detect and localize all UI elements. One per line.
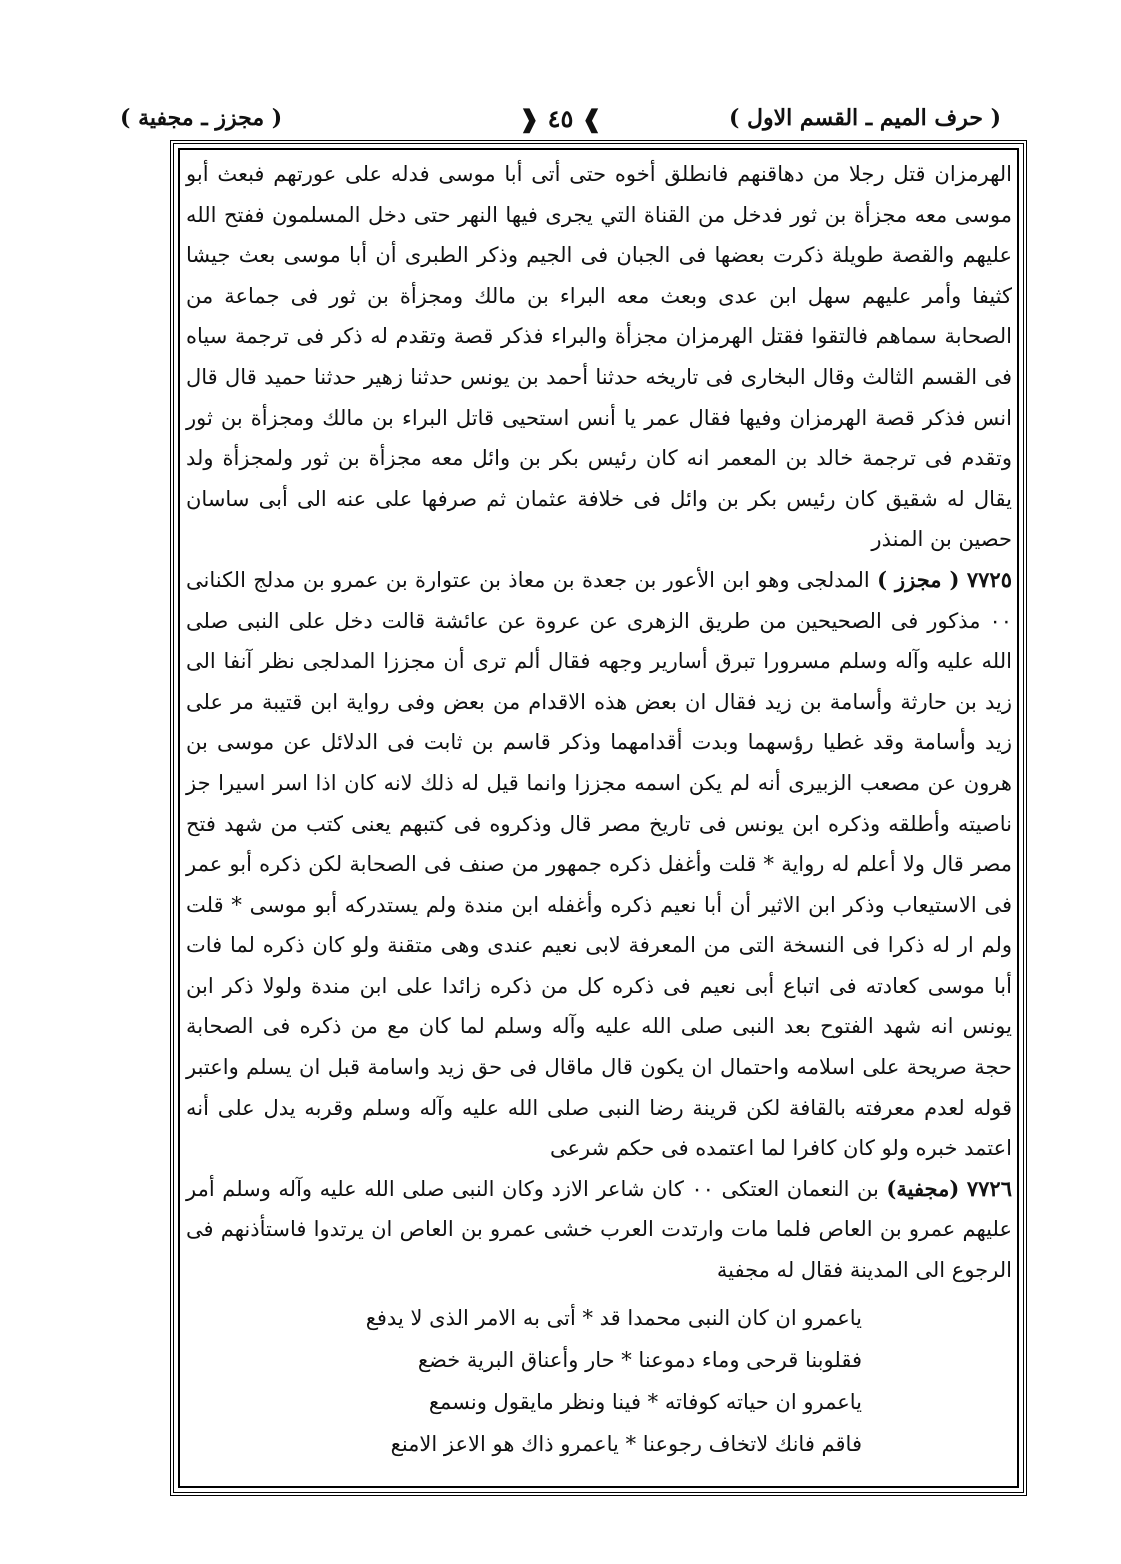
entry-7725: [186, 560, 1012, 1169]
chapter-title: ( حرف الميم ـ القسم الاول ): [728, 105, 1001, 131]
continuation-paragraph: الهرمزان قتل رجلا من دهاقنهم فانطلق أخوه حتى أتى أبا موسى فدله على عورتهم فبعث أبو موسى معه مجزأة بن ثور فدخل من القناة التي يجرى فيها النهر حتى دخل المسلمون ففتح الله عليهم والقصة طويلة ذكرت بعضها فى الجبان فى الجيم وذكر الطبرى أن أبا موسى بعث جيشا كثيفا وأمر عليهم سهل ابن عدى وبعث معه البراء بن مالك ومجزأة بن ثور فى جماعة من الصحابة سماهم فالتقوا فقتل الهرمزان مجزأة والبراء فذكر قصة وتقدم له ذكر فى ترجمة سياه فى القسم الثالث وقال البخارى فى تاريخه حدثنا أحمد بن يونس حدثنا زهير حدثنا حميد قال قال انس فذكر قصة الهرمزان وفيها فقال عمر يا أنس استحيى قاتل البراء بن مالك ومجزأة بن ثور وتقدم فى ترجمة خالد بن المعمر انه كان رئيس بكر بن وائل معه مجزأة بن ثور ولمجزأة ولد يقال له شقيق كان رئيس بكر بن وائل فى خلافة عثمان ثم صرفها على عنه الى أبى ساسان حصين بن المنذر: [186, 162, 1012, 552]
page-header: [120, 98, 1001, 138]
entry-name: (مجفية): [886, 1175, 960, 1201]
ornament-left: ❰: [519, 103, 540, 133]
poem-verse: ياعمرو ان كان النبى محمدا قد * أتى به الامر الذى لا يدفع: [365, 1305, 862, 1330]
page-number-block: [519, 104, 602, 133]
entry-text: المدلجى وهو ابن الأعور بن جعدة بن معاذ بن عتوارة بن عمرو بن مدلج الكنانى ٠٠ مذكور فى الصحيحين من طريق الزهرى عن عروة عن عائشة قالت دخل على النبى صلى الله عليه وآله وسلم مسرورا تبرق أسارير وجهه فقال ألم ترى أن مجززا المدلجى نظر آنفا الى زيد بن حارثة وأسامة بن زيد فقال ان بعض هذه الاقدام من بعض وفى رواية ابن قتيبة مر على زيد وأسامة وقد غطيا رؤسهما وبدت أقدامهما وذكر قاسم بن ثابت فى الدلائل عن موسى بن هرون عن مصعب الزبيرى أنه لم يكن اسمه مجززا وانما قيل له ذلك لانه كان اذا اسر اسيرا جز ناصيته وأطلقه وذكره ابن يونس فى تاريخ مصر قال وذكروه فى كتبهم يعنى كتب من شهد فتح مصر قال ولا أعلم له رواية * قلت وأغفل ذكره جمهور من صنف فى الصحابة لكن ذكره أبو عمر فى الاستيعاب وذكر ابن الاثير أن أبا نعيم ذكره وأغفله ابن مندة ولم يستدركه أبو موسى * قلت ولم ار له ذكرا فى النسخة التى من المعرفة لابى نعيم عندى وهى متقنة ولو كان ذكره لما فات أبا موسى كعادته فى اتباع أبى نعيم فى ذكره كل من ذكره زائدا على ابن مندة ولولا ذكر ابن يونس انه شهد الفتوح بعد النبى صلى الله عليه وآله وسلم لما كان مع من ذكره فى الصحابة حجة صريحة على اسلامه واحتمال ان يكون قال ماقال فى حق زيد واسامة قبل ان يسلم واعتبر قوله لعدم معرفته بالقافة لكن قرينة رضا النبى صلى الله عليه وآله وسلم وقربه يدل على أنه اعتمد خبره ولو كان كافرا لما اعتمده فى حكم شرعى: [186, 567, 1012, 1161]
entry-number: ٧٧٢٦: [966, 1175, 1012, 1201]
entry-7726: [186, 1169, 1012, 1291]
entry-number: ٧٧٢٥: [966, 566, 1012, 592]
page-number: ٤٥: [547, 103, 574, 133]
poem-verse: فاقم فانك لاتخاف رجوعنا * ياعمرو ذاك هو الاعز الامنع: [390, 1431, 862, 1456]
poem: [186, 1297, 1012, 1465]
entry-name: ( مجزز ): [877, 566, 960, 592]
entries-range: ( مجزز ـ مجفية ): [120, 105, 283, 131]
entry-text: بن النعمان العتكى ٠٠ كان شاعر الازد وكان النبى صلى الله عليه وآله وسلم أمر عليهم عمرو بن العاص فلما مات وارتدت العرب خشى عمرو بن العاص ان يرتدوا فاستأذنهم فى الرجوع الى المدينة فقال له مجفية: [186, 1176, 1012, 1283]
poem-verse: ياعمرو ان حياته كوفاته * فينا ونظر مايقول ونسمع: [428, 1389, 862, 1414]
page-body: [186, 154, 1012, 1480]
poem-verse: فقلوبنا قرحى وماء دموعنا * حار وأعناق البرية خضع: [417, 1347, 862, 1372]
ornament-right: ❱: [581, 103, 602, 133]
